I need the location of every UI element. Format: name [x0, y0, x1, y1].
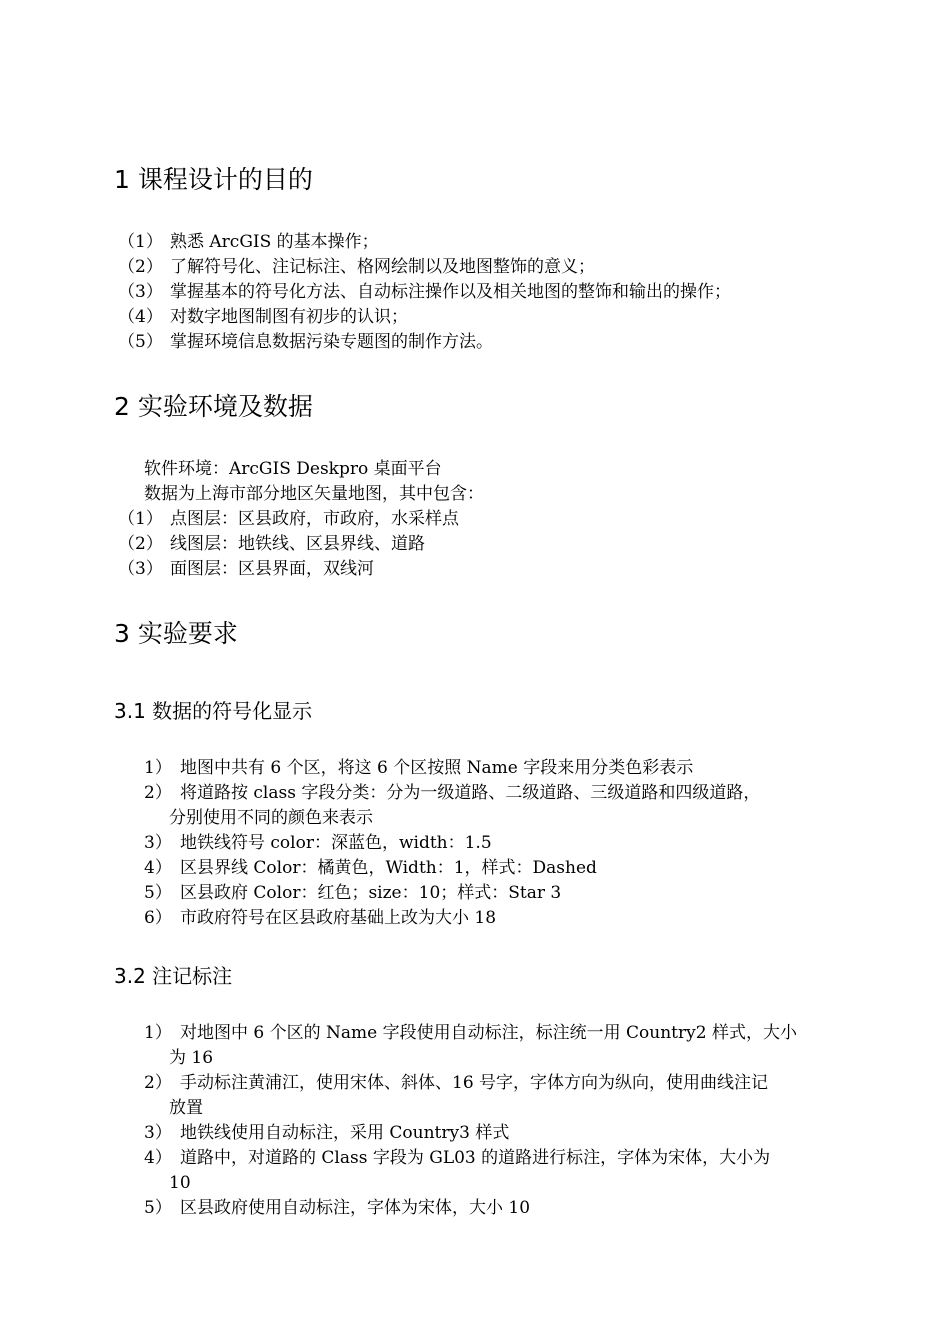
paragraph: 软件环境：ArcGIS Deskpro 桌面平台	[144, 459, 442, 479]
list-item: 6） 市政府符号在区县政府基础上改为大小 18	[144, 908, 497, 928]
list-item: 1） 对地图中 6 个区的 Name 字段使用自动标注，标注统一用 Country2 样式，大小	[144, 1023, 797, 1043]
list-item: （2） 线图层：地铁线、区县界线、道路	[118, 534, 425, 554]
list-item: 4） 区县界线 Color：橘黄色，Width：1，样式：Dashed	[144, 858, 597, 878]
list-item: （1） 熟悉 ArcGIS 的基本操作；	[118, 232, 379, 252]
list-item-continuation: 放置	[169, 1098, 203, 1118]
paragraph: 数据为上海市部分地区矢量地图，其中包含：	[144, 484, 484, 504]
list-item: 3） 地铁线使用自动标注，采用 Country3 样式	[144, 1123, 510, 1143]
list-item: （3） 掌握基本的符号化方法、自动标注操作以及相关地图的整饰和输出的操作；	[118, 282, 731, 302]
list-item: （4） 对数字地图制图有初步的认识；	[118, 307, 408, 327]
section-2-heading: 2 实验环境及数据	[114, 392, 313, 421]
list-item-continuation: 为 16	[169, 1048, 214, 1068]
list-item-continuation: 10	[169, 1173, 191, 1193]
subsection-3-1-heading: 3.1 数据的符号化显示	[114, 699, 313, 723]
section-3-heading: 3 实验要求	[114, 619, 238, 648]
section-1-heading: 1 课程设计的目的	[114, 165, 313, 194]
list-item: 3） 地铁线符号 color：深蓝色，width：1.5	[144, 833, 492, 853]
list-item: 4） 道路中，对道路的 Class 字段为 GL03 的道路进行标注，字体为宋体，大小为	[144, 1148, 771, 1168]
list-item-continuation: 分别使用不同的颜色来表示	[169, 808, 373, 828]
subsection-3-2-heading: 3.2 注记标注	[114, 964, 233, 988]
list-item: 2） 将道路按 class 字段分类：分为一级道路、二级道路、三级道路和四级道路，	[144, 783, 761, 803]
list-item: 5） 区县政府使用自动标注，字体为宋体，大小 10	[144, 1198, 531, 1218]
list-item: 2） 手动标注黄浦江，使用宋体、斜体、16 号字，字体方向为纵向，使用曲线注记	[144, 1073, 769, 1093]
list-item: 5） 区县政府 Color：红色；size：10；样式：Star 3	[144, 883, 562, 903]
list-item: （2） 了解符号化、注记标注、格网绘制以及地图整饰的意义；	[118, 257, 595, 277]
list-item: 1） 地图中共有 6 个区，将这 6 个区按照 Name 字段来用分类色彩表示	[144, 758, 694, 778]
list-item: （1） 点图层：区县政府，市政府，水采样点	[118, 509, 459, 529]
list-item: （5） 掌握环境信息数据污染专题图的制作方法。	[118, 332, 493, 352]
list-item: （3） 面图层：区县界面，双线河	[118, 559, 374, 579]
